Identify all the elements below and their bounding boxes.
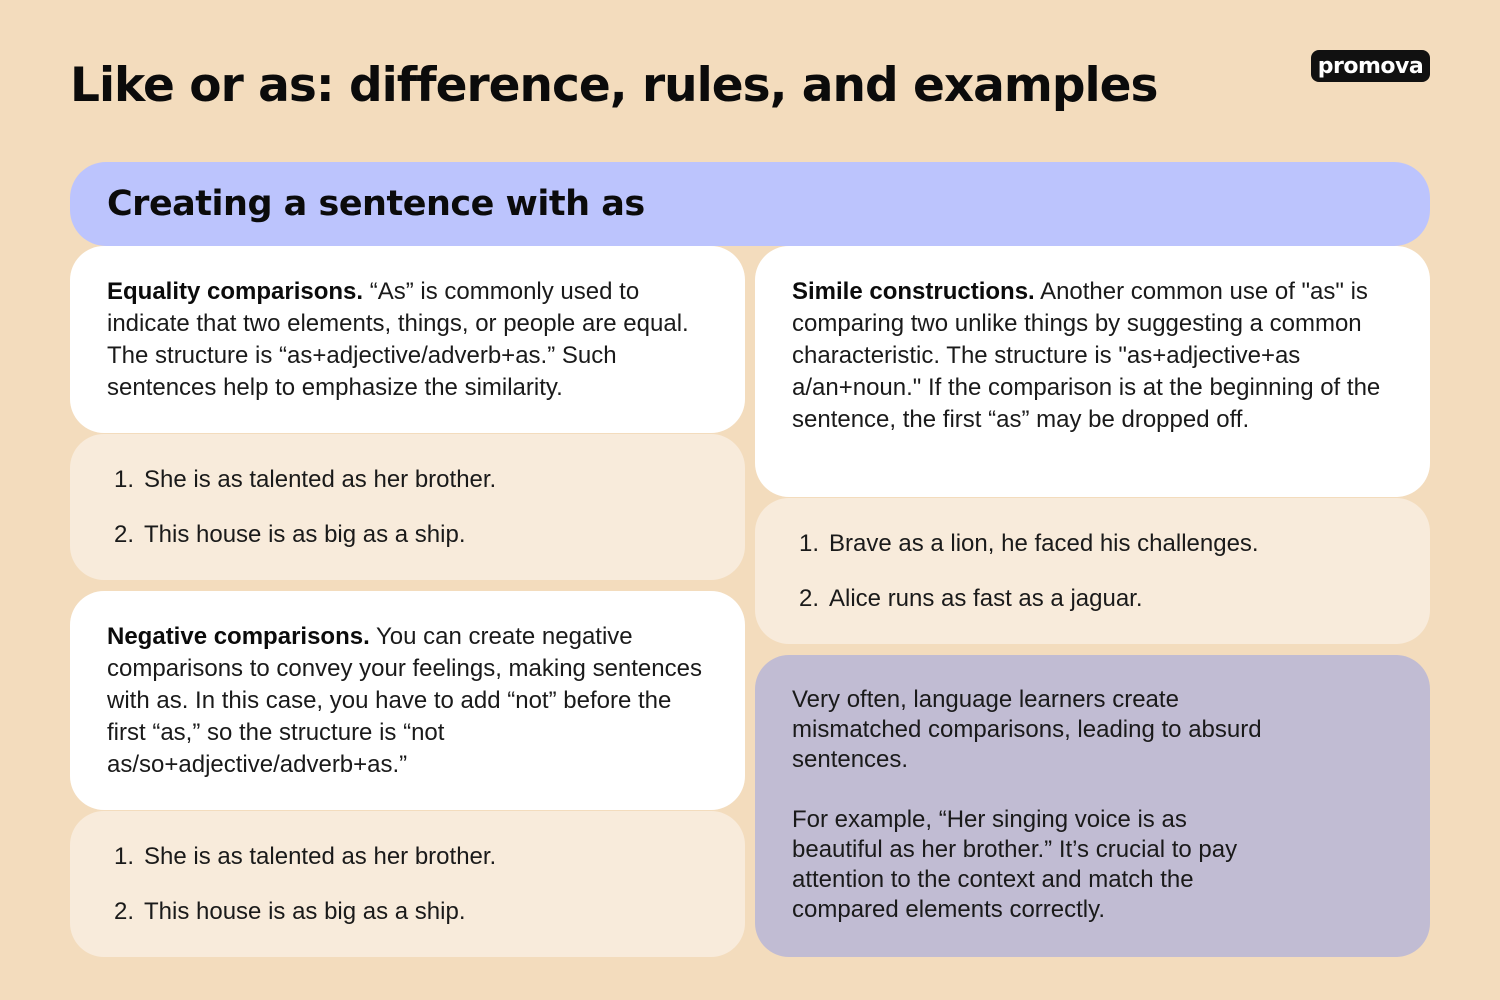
list-item (107, 519, 708, 574)
simile-body: Another common use of "as" is comparing two unlike things by suggesting a common characteristic. The structure is "as+adjective+as a/an+noun." If the comparison is at the beginning of the sentence, the first “as” may be dropped off. (792, 278, 1381, 433)
negative-card (70, 591, 745, 810)
simile-heading: Simile constructions. (792, 278, 1035, 305)
equality-card (70, 246, 745, 433)
equality-text (107, 276, 708, 404)
list-number: 1. (798, 530, 819, 557)
note-paragraph: Very often, language learners create mismatched comparisons, leading to absurd sentences. (792, 686, 1262, 773)
list-text: This house is as big as a ship. (144, 521, 466, 548)
simile-card (755, 246, 1430, 497)
list-text: She is as talented as her brother. (144, 843, 497, 870)
list-item (107, 464, 708, 519)
equality-body: “As” is commonly used to indicate that two elements, things, or people are equal. The structure is “as+adjective/adverb+as.” Such sentences help to emphasize the similarity. (107, 278, 689, 401)
equality-examples-list (107, 464, 708, 574)
negative-examples-list (107, 841, 708, 951)
note-card (755, 655, 1430, 957)
simile-examples-list (792, 528, 1393, 638)
simile-text (792, 276, 1393, 436)
section-title: Creating a sentence with as (107, 184, 645, 224)
negative-heading: Negative comparisons. (107, 623, 370, 650)
page-title: Like or as: difference, rules, and examples (70, 58, 1158, 113)
negative-examples-card (70, 811, 745, 957)
list-text: She is as talented as her brother. (144, 466, 497, 493)
promova-logo: promova (1311, 50, 1430, 82)
list-number: 1. (113, 843, 134, 870)
list-item (792, 583, 1393, 638)
list-number: 2. (798, 585, 819, 612)
negative-text (107, 621, 708, 781)
note-paragraph: For example, “Her singing voice is as beautiful as her brother.” It’s crucial to pay attention to the context and match the compared elements correctly. (792, 806, 1238, 923)
list-item (107, 841, 708, 896)
list-number: 2. (113, 521, 134, 548)
simile-examples-card (755, 498, 1430, 644)
list-text: Alice runs as fast as a jaguar. (829, 585, 1143, 612)
negative-body: You can create negative comparisons to convey your feelings, making sentences with as. In this case, you have to add “not” before the first “as,” so the structure is “not as/so+adjective/adverb+as.” (107, 623, 702, 778)
list-item (107, 896, 708, 951)
equality-examples-card (70, 434, 745, 580)
list-number: 1. (113, 466, 134, 493)
equality-heading: Equality comparisons. (107, 278, 364, 305)
list-number: 2. (113, 898, 134, 925)
list-text: Brave as a lion, he faced his challenges. (829, 530, 1259, 557)
section-header (70, 162, 1430, 246)
list-text: This house is as big as a ship. (144, 898, 466, 925)
list-item (792, 528, 1393, 583)
